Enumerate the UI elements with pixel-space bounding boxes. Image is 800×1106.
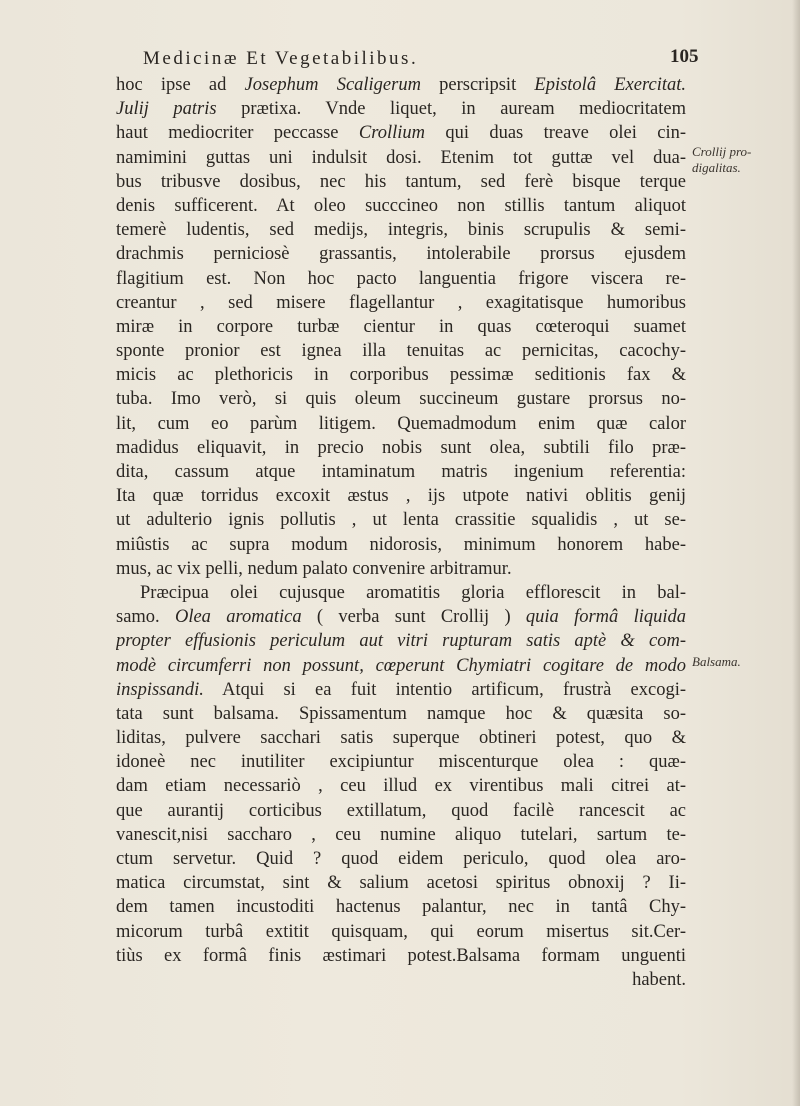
text-run: creantur , sed misere flagellantur , exagitatisque humoribus [116,292,686,313]
text-line [116,629,686,653]
text-run: lit, cum eo parùm litigem. Quemadmodum enim quæ calor [116,413,686,434]
text-run: tuba. Imo verò, si quis oleum succineum gustare prorsus no- [116,389,686,410]
text-line [116,121,686,145]
text-line [116,170,686,194]
margin-note-balsamum: Balsama. [692,654,741,669]
text-line [116,508,686,532]
text-line [116,702,686,726]
text-line [116,242,686,266]
text-line [116,146,686,170]
text-line [116,460,686,484]
text-line [116,484,686,508]
text-run: denis sufficerent. At oleo succcineo non stillis tantum aliquot [116,195,686,216]
text-run: prætixa. Vnde liquet, in auream mediocritatem [216,99,686,120]
text-run: Atqui si ea fuit intentio artificum, frustrà excogi- [203,679,686,700]
text-line [116,847,686,871]
text-run: miûstis ac supra modum nidorosis, minimum honorem habe- [116,534,686,555]
italic-text: Crollium [358,123,426,144]
text-line [116,774,686,798]
text-line [116,605,686,629]
text-run: matica circumstat, sint & salium acetosi spiritus obnoxij ? Ii- [116,873,686,894]
text-run: ( verba sunt Crollij ) [301,607,526,628]
text-line [116,750,686,774]
text-line [116,533,686,557]
text-line [116,218,686,242]
text-run: dam etiam necessariò , ceu illud ex virentibus mali citrei at- [116,776,686,797]
text-run: sponte pronior est ignea illa tenuitas ac pernicitas, cacochy- [116,341,686,362]
text-run: bus tribusve dosibus, nec his tantum, sed ferè bisque terque [116,171,686,192]
italic-text: Julij patris [116,99,217,120]
text-run: Præcipua olei cujusque aromatitis gloria efflorescit in bal- [140,582,686,603]
text-run: temerè ludentis, sed medijs, integris, binis scrupulis & semi- [116,220,686,241]
text-run: haut mediocriter peccasse [116,123,359,144]
text-run: namimini guttas uni indulsit dosi. Etenim tot guttæ vel dua- [116,147,686,168]
text-run: drachmis perniciosè grassantis, intolerabile prorsus ejusdem [116,244,686,265]
italic-text: inspissandi. [116,679,204,700]
running-title: Medicinæ Et Vegetabilibus. [143,48,419,69]
italic-text: quia formâ liquida [525,607,686,628]
text-run: micis ac plethoricis in corporibus pessimæ seditionis fax & [116,365,686,386]
text-run: miræ in corpore turbæ cientur in quas cœteroqui suamet [116,316,686,337]
text-line [116,73,686,97]
text-line [116,678,686,702]
text-line [116,920,686,944]
italic-text: Olea aromatica [174,607,302,628]
italic-text: Josephum Scaligerum [244,75,421,95]
text-run: habent. [632,969,686,990]
text-line [116,944,686,968]
text-run: flagitium est. Non hoc pacto languentia frigore viscera re- [116,268,686,289]
text-line [116,968,686,992]
margin-note-crollij [692,144,751,176]
text-line [116,726,686,750]
text-run: perscripsit [420,75,535,95]
text-run: qui duas treave olei cin- [425,123,686,144]
text-line [116,654,686,678]
text-line [116,97,686,121]
margin-note-line: digalitas. [692,160,741,175]
italic-text: Epistolâ Exercitat. [534,75,686,95]
page-edge-shadow [792,0,800,1106]
text-line [116,267,686,291]
margin-note-line: Crollij pro- [692,144,752,159]
text-run: que aurantij corticibus extillatum, quod facilè rancescit ac [116,800,686,821]
text-run: vanescit,nisi saccharo , ceu numine aliquo tutelari, sartum te- [116,824,686,845]
text-line [116,823,686,847]
text-run: ut adulterio ignis pollutis , ut lenta crassitie squalidis , ut se- [116,510,686,531]
text-run: hoc ipse ad [116,75,245,95]
italic-text: modè circumferri non possunt, cœperunt Chymiatri cogitare de modo [116,655,686,676]
text-line [116,291,686,315]
body-text [116,73,686,992]
text-line [116,557,686,581]
text-run: idoneè nec inutiliter excipiuntur miscenturque olea : quæ- [116,752,686,773]
text-run: madidus eliquavit, in precio nobis sunt olea, subtili filo præ- [116,437,686,458]
text-run: samo. [116,607,175,628]
text-line [116,194,686,218]
text-line [116,581,686,605]
text-run: micorum turbâ extitit quisquam, qui eorum misertus sit.Cer- [116,921,686,942]
text-run: liditas, pulvere sacchari satis superque obtineri potest, quo & [116,728,686,749]
text-line [116,799,686,823]
text-line [116,315,686,339]
text-line [116,895,686,919]
text-run: mus, ac vix pelli, nedum palato convenire arbitramur. [116,558,512,579]
page-number: 105 [670,46,699,67]
text-line [116,339,686,363]
text-run: tata sunt balsama. Spissamentum namque hoc & quæsita so- [116,703,686,724]
text-line [116,412,686,436]
text-run: ctum servetur. Quid ? quod eidem periculo, quod olea aro- [116,849,686,869]
text-line [116,363,686,387]
text-run: dem tamen incustoditi hactenus palantur, nec in tantâ Chy- [116,897,686,918]
italic-text: propter effusionis periculum aut vitri rupturam satis aptè & com- [116,631,686,652]
text-run: dita, cassum atque intaminatum matris ingenium referentia: [116,462,686,482]
text-line [116,436,686,460]
text-line [116,871,686,895]
text-run: tiùs ex formâ finis æstimari potest.Balsama formam unguenti [116,945,686,966]
text-run: Ita quæ torridus excoxit æstus , ijs utpote nativi oblitis genij [116,486,686,507]
text-line [116,387,686,411]
